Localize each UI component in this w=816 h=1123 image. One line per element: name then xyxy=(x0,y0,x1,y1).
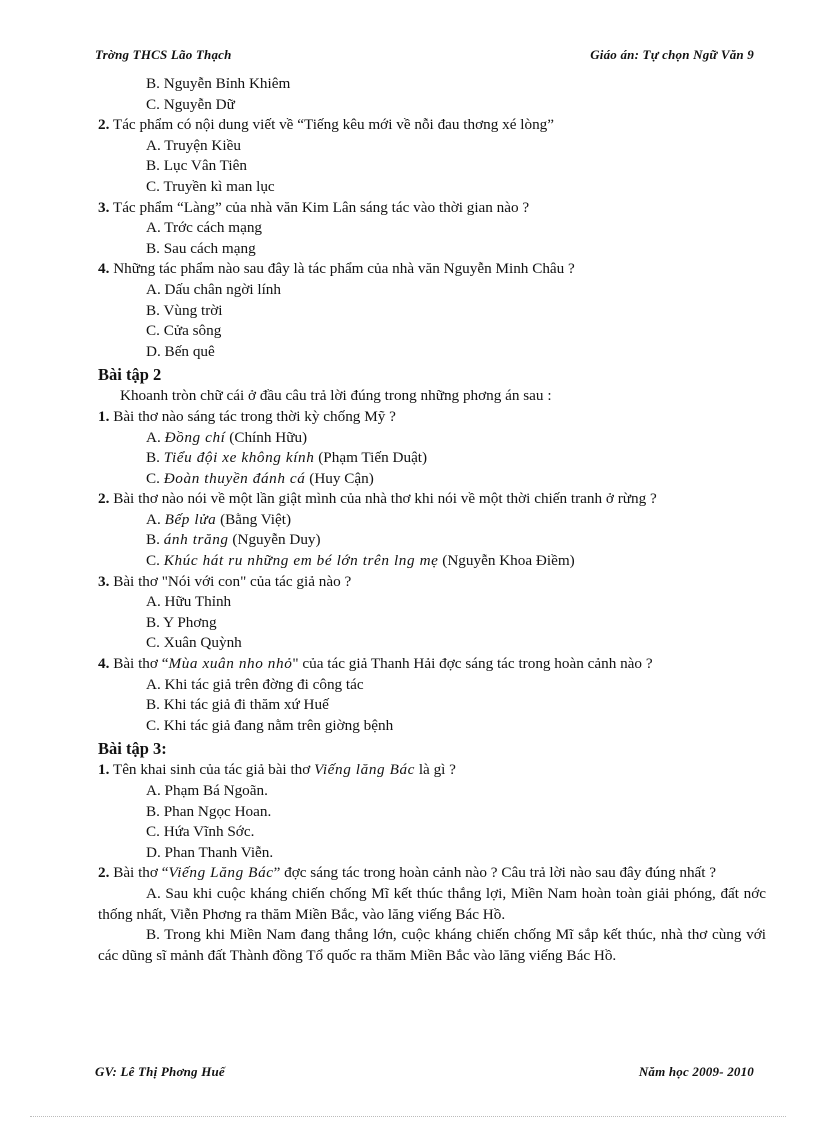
option: A. Khi tác giả trên đờng đi công tác xyxy=(146,675,364,693)
work-title: ánh trăng xyxy=(163,531,229,549)
option-letter: C. xyxy=(146,552,164,570)
option-author: (Nguyễn Khoa Điềm) xyxy=(438,552,575,570)
bt3-question-2 xyxy=(98,863,766,884)
option xyxy=(98,448,766,469)
option: A. Truyện Kiều xyxy=(146,136,241,154)
question-number: 3. xyxy=(98,572,110,590)
answer-paragraph-b: B. Trong khi Miền Nam đang thắng lớn, cuộc kháng chiến chống Mĩ sắp kết thúc, nhà thơ cùng với các dũng sĩ mảnh đất Thành đồng Tổ quốc ra thăm Miền Bắc vào lăng viếng Bác Hồ. xyxy=(98,926,766,964)
work-title: Đồng chí xyxy=(164,428,226,446)
option: B. Sau cách mạng xyxy=(146,239,256,257)
bt2-question-2 xyxy=(98,489,766,510)
option: A. Hữu Thỉnh xyxy=(146,593,232,611)
option: C. Hứa Vĩnh Sớc. xyxy=(146,823,255,841)
option: B. Vùng trời xyxy=(146,301,223,319)
option xyxy=(98,428,766,449)
question-text: ” đợc sáng tác trong hoàn cảnh nào ? Câu trả lời nào sau đây đúng nhất ? xyxy=(273,864,717,882)
section-instruction: Khoanh tròn chữ cái ở đầu câu trả lời đúng trong những phơng án sau : xyxy=(120,387,552,405)
bt3-question-1 xyxy=(98,760,766,781)
question-number: 4. xyxy=(98,260,110,278)
question-3 xyxy=(98,198,766,219)
section-title-bt3: Bài tập 3: xyxy=(98,739,167,759)
question-number: 2. xyxy=(98,116,110,134)
header-subject: Giáo án: Tự chọn Ngữ Văn 9 xyxy=(590,47,754,62)
header-school: Trờng THCS Lão Thạch xyxy=(95,47,232,62)
work-title: Bếp lửa xyxy=(164,510,217,528)
option: C. Xuân Quỳnh xyxy=(146,634,242,652)
option: B. Nguyễn Bỉnh Khiêm xyxy=(146,75,291,92)
footer-teacher: GV: Lê Thị Phơng Huế xyxy=(95,1064,225,1079)
question-text: Những tác phẩm nào sau đây là tác phẩm của nhà văn Nguyễn Minh Châu ? xyxy=(109,260,575,278)
footer-school-year: Năm học 2009- 2010 xyxy=(638,1064,754,1079)
option xyxy=(98,510,766,531)
work-title: Viếng Lăng Bác xyxy=(168,864,274,882)
option xyxy=(98,551,766,572)
question-text: Tác phẩm có nội dung viết về “Tiếng kêu mới về nỗi đau thơng xé lòng” xyxy=(109,116,554,134)
page-footer xyxy=(95,1064,754,1080)
question-text: Tác phẩm “Làng” của nhà văn Kim Lân sáng tác vào thời gian nào ? xyxy=(109,198,530,216)
question-number: 2. xyxy=(98,490,110,508)
work-title: Đoàn thuyền đánh cá xyxy=(163,469,306,487)
option: B. Khi tác giả đi thăm xứ Huế xyxy=(146,696,329,714)
work-title: Mùa xuân nho nhỏ xyxy=(168,655,293,673)
option-letter: C. xyxy=(146,469,164,487)
section-title-bt2: Bài tập 2 xyxy=(98,365,162,385)
option-author: (Nguyễn Duy) xyxy=(228,531,321,549)
option xyxy=(98,469,766,490)
option: B. Phan Ngọc Hoan. xyxy=(146,802,272,820)
document-body xyxy=(98,74,766,966)
option: C. Cửa sông xyxy=(146,322,222,340)
question-text: Bài thơ "Nói với con" của tác giả nào ? xyxy=(109,572,352,590)
option: C. Khi tác giả đang nằm trên giờng bệnh xyxy=(146,716,394,734)
option-author: (Bằng Việt) xyxy=(216,510,292,528)
option xyxy=(98,530,766,551)
question-text: Bài thơ nào sáng tác trong thời kỳ chống Mỹ ? xyxy=(109,407,396,425)
question-number: 4. xyxy=(98,655,110,673)
option-author: (Huy Cận) xyxy=(305,469,374,487)
option: B. Y Phơng xyxy=(146,613,217,631)
question-number: 3. xyxy=(98,198,110,216)
question-text: Bài thơ nào nói về một lần giật mình của nhà thơ khi nói về một thời chiến tranh ở rừng ? xyxy=(109,490,657,508)
bt2-question-1 xyxy=(98,407,766,428)
option: C. Truyền kì man lục xyxy=(146,177,275,195)
option-letter: B. xyxy=(146,531,164,549)
option: C. Nguyễn Dữ xyxy=(146,95,235,113)
question-text: là gì ? xyxy=(415,761,456,779)
question-number: 2. xyxy=(98,864,110,882)
option-letter: A. xyxy=(146,510,165,528)
option-author: (Chính Hữu) xyxy=(225,428,308,446)
answer-paragraph-a: A. Sau khi cuộc kháng chiến chống Mĩ kết thúc thắng lợi, Miền Nam hoàn toàn giải phóng, đất nớc thống nhất, Viễn Phơng ra thăm Miền Bắc, vào lăng viếng Bác Hồ. xyxy=(98,884,766,923)
bt2-question-3 xyxy=(98,572,766,593)
question-text: Bài thơ “ xyxy=(109,864,169,882)
question-number: 1. xyxy=(98,761,110,779)
option: B. Lục Vân Tiên xyxy=(146,157,247,175)
option: A. Dấu chân ngời lính xyxy=(146,280,281,298)
option-author: (Phạm Tiến Duật) xyxy=(314,449,428,467)
work-title: Khúc hát ru những em bé lớn trên lng mẹ xyxy=(163,552,439,570)
question-text: " của tác giả Thanh Hải đợc sáng tác trong hoàn cảnh nào ? xyxy=(292,655,653,673)
option: A. Phạm Bá Ngoãn. xyxy=(146,782,268,799)
page-bottom-divider xyxy=(30,1116,786,1117)
option: D. Bến quê xyxy=(146,342,215,360)
question-number: 1. xyxy=(98,407,110,425)
option-letter: B. xyxy=(146,449,164,467)
page-header xyxy=(95,47,754,63)
option: A. Trớc cách mạng xyxy=(146,219,263,237)
question-4 xyxy=(98,259,766,280)
work-title: Tiểu đội xe không kính xyxy=(163,449,315,467)
option-letter: A. xyxy=(146,428,165,446)
question-text: Tên khai sinh của tác giả bài thơ xyxy=(109,761,315,779)
work-title: Viếng lăng Bác xyxy=(314,761,416,779)
bt2-question-4 xyxy=(98,654,766,675)
question-2 xyxy=(98,115,766,136)
question-text: Bài thơ “ xyxy=(109,655,169,673)
option: D. Phan Thanh Viễn. xyxy=(146,843,274,861)
